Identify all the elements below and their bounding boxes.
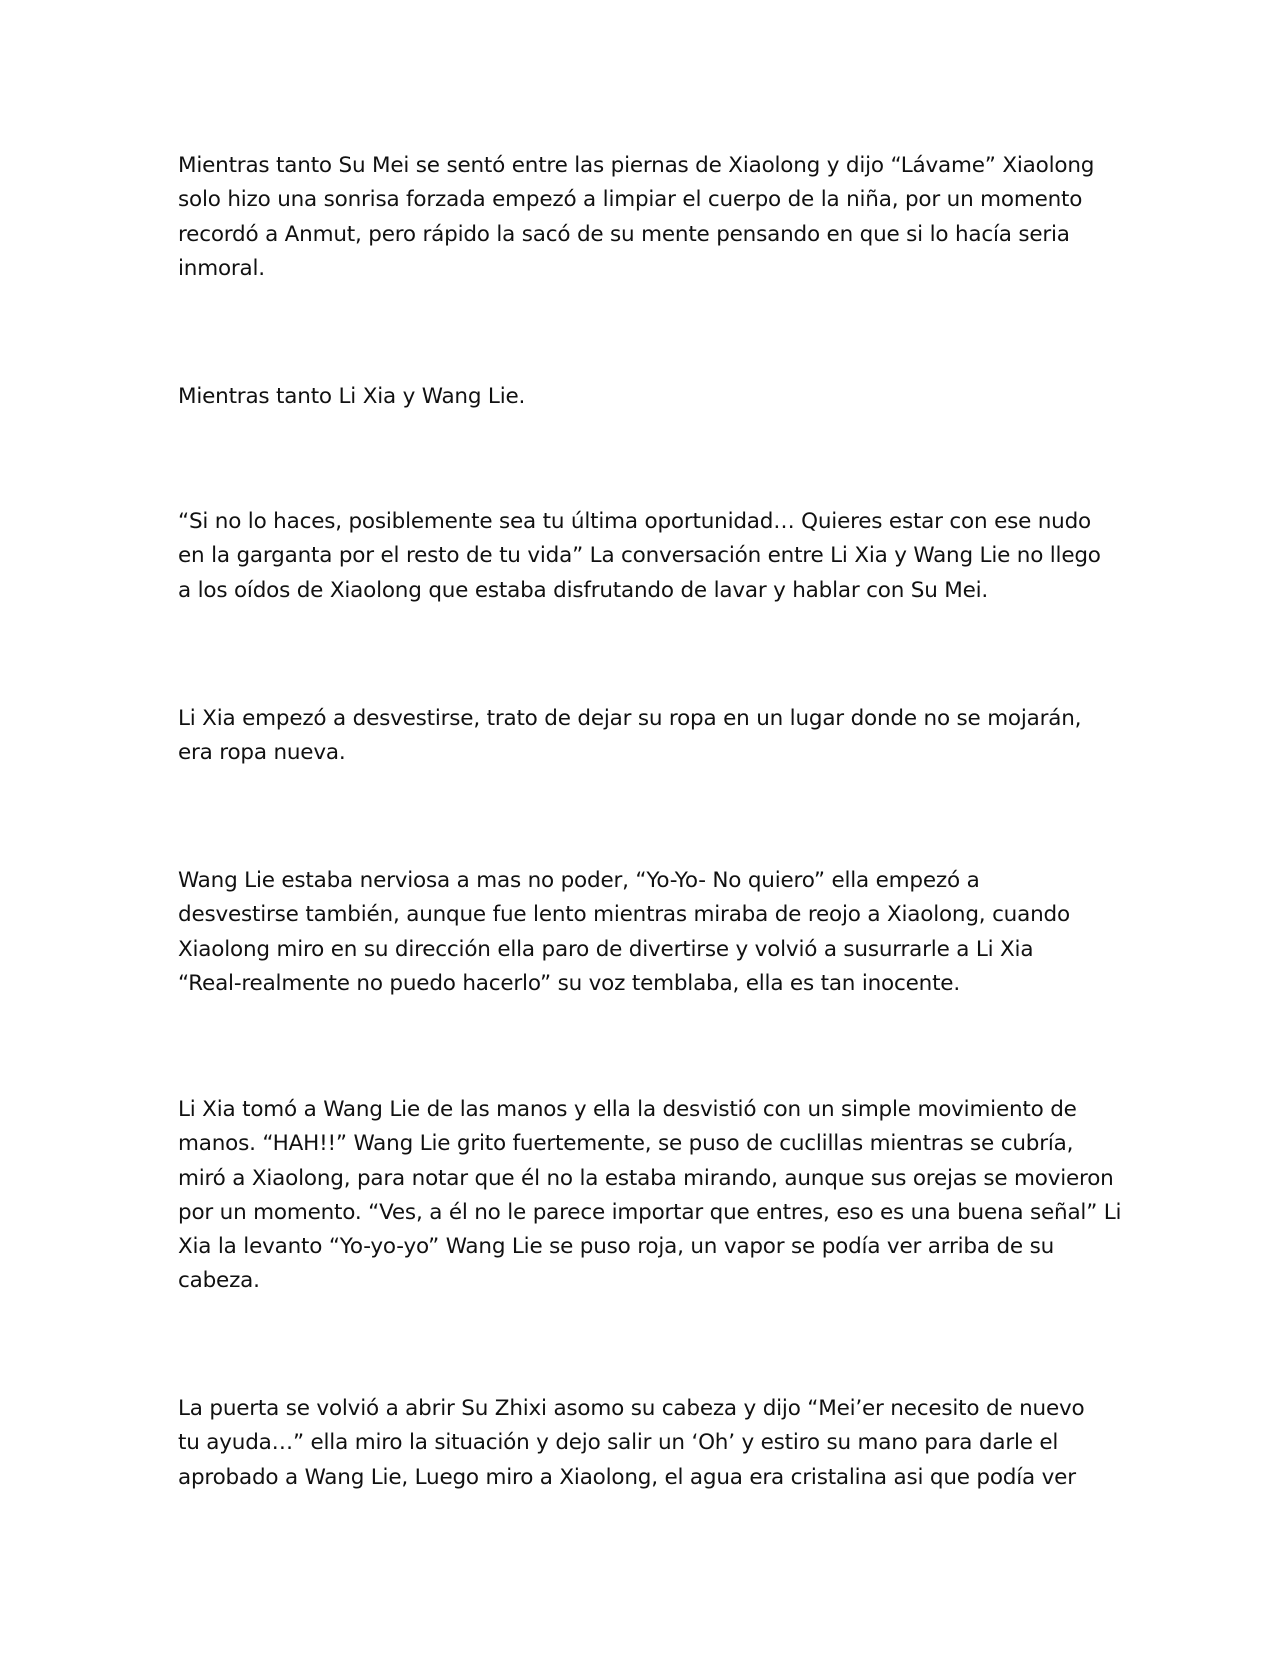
paragraph — [178, 1093, 1122, 1299]
text-line: La puerta se volvió a abrir Su Zhixi asomo su cabeza y dijo “Mei’er necesito de nuevo — [178, 1396, 1085, 1421]
text-line: Li Xia empezó a desvestirse, trato de dejar su ropa en un lugar donde no se mojarán, — [178, 706, 1082, 731]
text-line: manos. “HAH!!” Wang Lie grito fuertemente, se puso de cuclillas mientras se cubría, — [178, 1131, 1074, 1157]
text-line: “Si no lo haces, posiblemente sea tu última oportunidad… Quieres estar con ese nudo — [178, 509, 1092, 534]
paragraph — [178, 702, 1108, 771]
paragraph — [178, 864, 1108, 1001]
text-line: por un momento. “Ves, a él no le parece importar que entres, eso es una buena señal” Li — [178, 1199, 1122, 1225]
text-line: aprobado a Wang Lie, Luego miro a Xiaolong, el agua era cristalina asi que podía ver — [178, 1464, 1076, 1490]
text-line: recordó a Anmut, pero rápido la sacó de su mente pensando en que si lo hacía seria — [178, 221, 1070, 247]
text-line: miró a Xiaolong, para notar que él no la estaba mirando, aunque sus orejas se movieron — [178, 1165, 1114, 1191]
text-line: Mientras tanto Su Mei se sentó entre las piernas de Xiaolong y dijo “Lávame” Xiaolong — [178, 153, 1095, 178]
text-line: Wang Lie estaba nerviosa a mas no poder, “Yo-Yo- No quiero” ella empezó a — [178, 868, 980, 893]
text-line: Li Xia tomó a Wang Lie de las manos y ella la desvistió con un simple movimiento de — [178, 1097, 1077, 1122]
text-line: desvestirse también, aunque fue lento mientras miraba de reojo a Xiaolong, cuando — [178, 902, 1070, 928]
paragraph — [178, 1392, 1108, 1495]
text-line: en la garganta por el resto de tu vida” La conversación entre Li Xia y Wang Lie no llego — [178, 543, 1101, 569]
text-line: Xia la levanto “Yo-yo-yo” Wang Lie se puso roja, un vapor se podía ver arriba de su — [178, 1234, 1054, 1260]
text-line: era ropa nueva. — [178, 740, 346, 766]
text-line: a los oídos de Xiaolong que estaba disfrutando de lavar y hablar con Su Mei. — [178, 577, 989, 603]
text-line: tu ayuda…” ella miro la situación y dejo salir un ‘Oh’ y estiro su mano para darle el — [178, 1430, 1059, 1456]
text-line: Mientras tanto Li Xia y Wang Lie. — [178, 384, 526, 409]
text-line: solo hizo una sonrisa forzada empezó a limpiar el cuerpo de la niña, por un momento — [178, 187, 1083, 213]
text-line: “Real-realmente no puedo hacerlo” su voz temblaba, ella es tan inocente. — [178, 970, 960, 996]
text-line: inmoral. — [178, 255, 265, 281]
text-line: cabeza. — [178, 1268, 260, 1294]
paragraph — [178, 149, 1108, 286]
paragraph — [178, 505, 1108, 608]
text-line: Xiaolong miro en su dirección ella paro de divertirse y volvió a susurrarle a Li Xia — [178, 936, 1034, 962]
paragraph — [178, 380, 1108, 414]
